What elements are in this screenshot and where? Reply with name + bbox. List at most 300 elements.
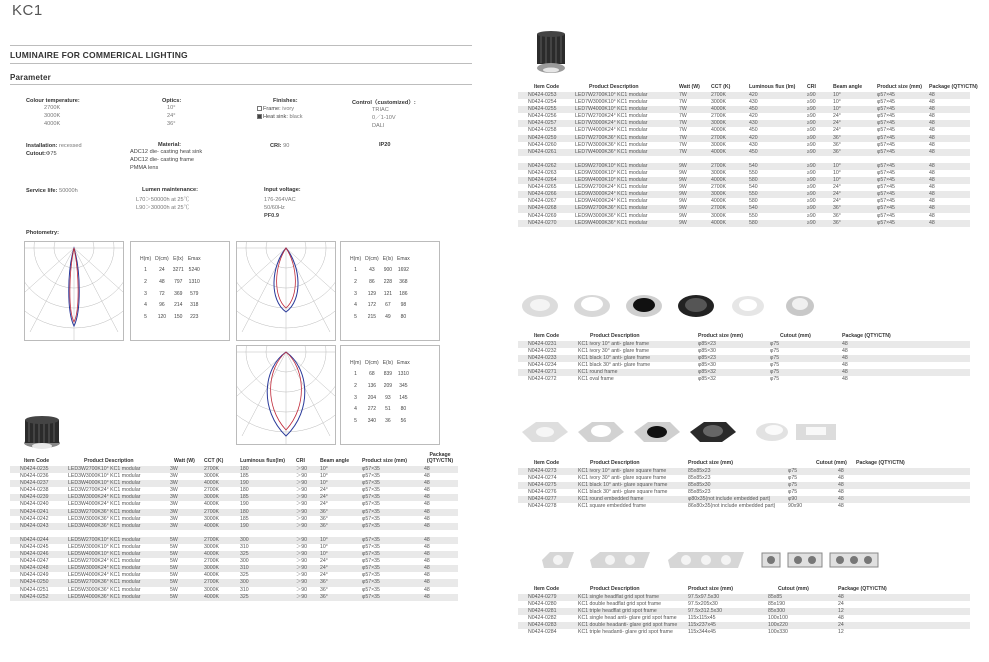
table-cell: 100x220 bbox=[766, 622, 836, 629]
table-cell: 36° bbox=[318, 509, 360, 516]
table-row bbox=[10, 480, 458, 487]
installation-value: recessed bbox=[58, 143, 82, 149]
table-cell: 450 bbox=[749, 127, 758, 134]
table-cell: N0424-0253 bbox=[518, 92, 573, 99]
ivory-deep-square-frame-icon bbox=[578, 422, 624, 442]
table-cell: 48 bbox=[838, 503, 844, 510]
table-cell: N0424-0257 bbox=[518, 120, 573, 127]
photometry-table-box bbox=[340, 345, 440, 445]
table-cell: φ57×45 bbox=[877, 141, 895, 148]
table-cell: φ57×35 bbox=[360, 551, 422, 558]
table-cell: 2700K bbox=[711, 113, 727, 120]
table-row bbox=[518, 198, 970, 205]
table-cell: 48 bbox=[422, 494, 458, 501]
table-cell: KC1 round embedded frame bbox=[576, 496, 686, 503]
cutout-label: Cutout: bbox=[26, 151, 46, 158]
table-cell: LED5W2700K36° KC1 modular bbox=[66, 579, 168, 586]
table-cell: LED7W4000K36° KC1 modular bbox=[573, 149, 677, 156]
table-cell: 9W bbox=[679, 198, 687, 205]
finishes-label: Finishes: bbox=[273, 98, 298, 104]
table-cell: 190 bbox=[238, 523, 294, 530]
table-cell: 48 bbox=[929, 113, 935, 120]
table-cell: KC1 triple headanti- glare grid spot frame bbox=[578, 629, 673, 636]
table-cell: 48 bbox=[929, 141, 935, 148]
table-cell: 4000K bbox=[202, 523, 238, 530]
table-cell: 5W bbox=[168, 565, 202, 572]
round-frame-icon bbox=[732, 296, 764, 316]
table-cell: 310 bbox=[240, 543, 249, 550]
table-cell: KC1 square embedded frame bbox=[578, 503, 647, 510]
table-cell: ＞90 bbox=[294, 480, 318, 487]
table-cell: φ57×45 bbox=[877, 198, 895, 205]
table-row bbox=[518, 205, 970, 212]
table-cell: φ75 bbox=[768, 369, 840, 376]
table-row bbox=[518, 213, 970, 220]
table-cell: 7W bbox=[679, 99, 687, 106]
table-cell: ≥90 bbox=[807, 184, 816, 191]
table-cell: ≥90 bbox=[805, 220, 831, 227]
table-cell: 10° bbox=[320, 543, 328, 550]
table-cell: 48 bbox=[838, 475, 844, 482]
table-cell: 580 bbox=[747, 177, 805, 184]
table-cell: 24° bbox=[318, 565, 360, 572]
table-cell: 550 bbox=[749, 212, 758, 219]
table-cell: KC1 black 10° anti- glare square frame bbox=[576, 482, 686, 489]
table-cell: 4000K bbox=[709, 106, 747, 113]
table-cell: 5W bbox=[168, 579, 202, 586]
table-cell: N0424-0250 bbox=[10, 579, 66, 586]
square-frame-images bbox=[520, 418, 840, 446]
table-cell: 2700K bbox=[204, 487, 220, 494]
table-cell: φ85×23 bbox=[696, 341, 768, 348]
table-cell: N0424-0251 bbox=[20, 586, 49, 593]
table-cell: 540 bbox=[747, 163, 805, 170]
material-value: ADC12 die- casting heat sink bbox=[130, 149, 203, 155]
table-cell: KC1 triple headflat grid spot frame bbox=[576, 608, 686, 615]
table-cell: 115x344x45 bbox=[688, 629, 716, 636]
table-cell: 580 bbox=[747, 220, 805, 227]
table-cell: LED3W3000K24° KC1 modular bbox=[66, 494, 168, 501]
table-cell: ≥90 bbox=[805, 92, 831, 99]
table-cell: N0424-0269 bbox=[528, 212, 557, 219]
modular-table bbox=[518, 78, 978, 227]
lumen-label: Lumen maintenance: bbox=[142, 187, 198, 193]
material bbox=[130, 142, 230, 173]
table-cell: ≥90 bbox=[807, 198, 816, 205]
table-row bbox=[518, 106, 970, 113]
table-cell: N0424-0267 bbox=[528, 198, 557, 205]
black-deep-frame-icon bbox=[678, 295, 714, 317]
table-row bbox=[518, 92, 970, 99]
table-cell: φ75 bbox=[770, 376, 780, 383]
optics-value: 36° bbox=[167, 121, 176, 128]
table-cell: N0424-0231 bbox=[518, 341, 576, 348]
frame-table bbox=[518, 327, 970, 384]
table-cell: 48 bbox=[422, 509, 458, 516]
table-cell: 48 bbox=[838, 489, 844, 496]
table-cell: 4000K bbox=[202, 594, 238, 601]
table-cell: 310 bbox=[238, 565, 294, 572]
table-cell: N0424-0232 bbox=[528, 348, 557, 355]
table-cell: φ57×45 bbox=[877, 184, 895, 191]
table-cell: LED9W2700K24° KC1 modular bbox=[575, 184, 648, 191]
table-row bbox=[518, 142, 970, 149]
table-cell: φ57×35 bbox=[360, 466, 422, 473]
table-row bbox=[518, 503, 970, 510]
table-cell: LED7W3000K24° KC1 modular bbox=[573, 120, 677, 127]
single-antiglare-grid-frame-icon bbox=[762, 553, 780, 567]
table-cell: 48 bbox=[424, 487, 430, 494]
table-cell: 85x300 bbox=[766, 608, 836, 615]
table-cell: 3000K bbox=[204, 543, 220, 550]
table-cell: 7W bbox=[677, 92, 709, 99]
table-cell: 48 bbox=[842, 362, 848, 369]
table-cell: ＞90 bbox=[294, 509, 318, 516]
table-cell: 48 bbox=[422, 466, 458, 473]
table-cell: φ80x35(not include embedded part) bbox=[686, 496, 786, 503]
table-cell: ≥90 bbox=[805, 163, 831, 170]
installation-label: Installation: bbox=[26, 143, 58, 149]
table-cell: N0424-0280 bbox=[528, 601, 557, 608]
table-cell: 24° bbox=[320, 558, 328, 565]
table-cell: LED3W2700K24° KC1 modular bbox=[68, 487, 141, 494]
table-cell: 36° bbox=[831, 205, 875, 212]
table-row bbox=[10, 494, 458, 501]
table-cell: 48 bbox=[927, 135, 970, 142]
table-cell: LED5W2700K10° KC1 modular bbox=[66, 537, 168, 544]
table-cell: 100x100 bbox=[768, 615, 788, 622]
table-row bbox=[10, 473, 458, 480]
table-row bbox=[518, 362, 970, 369]
table-cell: 7W bbox=[677, 149, 709, 156]
photometry-table-box bbox=[340, 241, 440, 341]
table-cell: 9W bbox=[679, 169, 687, 176]
table-cell: 97.5x97.5x30 bbox=[686, 594, 766, 601]
control-value: TRIAC bbox=[372, 107, 389, 113]
optics bbox=[162, 98, 222, 129]
table-cell: N0424-0259 bbox=[518, 135, 573, 142]
table-cell: 85x85x23 bbox=[688, 489, 711, 496]
table-cell: N0424-0264 bbox=[518, 177, 573, 184]
table-row bbox=[518, 489, 970, 496]
table-cell: 7W bbox=[679, 113, 687, 120]
table-cell: LED3W4000K36° KC1 modular bbox=[66, 523, 168, 530]
table-cell: KC1 double headanti- glare grid spot frame bbox=[576, 622, 686, 629]
table-cell: 10° bbox=[318, 537, 360, 544]
table-cell: 5W bbox=[170, 586, 178, 593]
table-cell: 4000K bbox=[202, 551, 238, 558]
table-cell: 3000K bbox=[711, 141, 727, 148]
square-frame-table bbox=[518, 454, 970, 511]
table-cell: N0424-0233 bbox=[518, 355, 576, 362]
table-row bbox=[10, 487, 458, 494]
table-cell: 4000K bbox=[709, 149, 747, 156]
table-cell: 48 bbox=[842, 348, 848, 355]
table-cell: 48 bbox=[422, 537, 458, 544]
service-life-value: 50000h bbox=[59, 188, 78, 194]
table-cell: 36° bbox=[318, 594, 360, 601]
table-cell: φ57×45 bbox=[875, 106, 927, 113]
table-cell: 48 bbox=[422, 594, 458, 601]
ivory-frame-icon bbox=[522, 295, 558, 317]
table-cell: LED5W4000K10° KC1 modular bbox=[66, 551, 168, 558]
table-row bbox=[518, 629, 970, 636]
table-cell: 550 bbox=[749, 169, 758, 176]
table-cell: KC1 ivory 30° anti- glare square frame bbox=[578, 475, 667, 482]
table-cell: φ75 bbox=[786, 482, 836, 489]
round-embedded-frame-icon bbox=[756, 423, 788, 441]
input-voltage bbox=[264, 187, 344, 221]
table-cell: LED5W4000K24° KC1 modular bbox=[68, 572, 141, 579]
table-row bbox=[10, 579, 458, 586]
table-cell: 48 bbox=[927, 205, 970, 212]
table-cell: 48 bbox=[422, 565, 458, 572]
table-cell: KC1 single headflat grid spot frame bbox=[576, 594, 686, 601]
double-antiglare-grid-frame-icon bbox=[788, 553, 822, 567]
table-cell: LED9W3000K10° KC1 modular bbox=[575, 169, 648, 176]
table-cell: ＞90 bbox=[294, 551, 318, 558]
table-cell: φ85×23 bbox=[696, 355, 768, 362]
table-cell: 2700K bbox=[709, 163, 747, 170]
table-cell: N0424-0275 bbox=[518, 482, 576, 489]
table-cell: 3000K bbox=[202, 565, 238, 572]
table-cell: 2700K bbox=[709, 135, 747, 142]
table-cell: N0424-0237 bbox=[10, 480, 66, 487]
table-cell: N0424-0279 bbox=[518, 594, 576, 601]
table-cell: 185 bbox=[240, 515, 249, 522]
table-cell: N0424-0242 bbox=[20, 515, 49, 522]
photometry-table: H(m) D(cm) E(lx) Emax 1 24 3271 5240 2 48 797 1310 3 72 369 579 4 96 214 318 5 120 150 223 bbox=[140, 255, 201, 320]
table-cell: 5W bbox=[168, 537, 202, 544]
table-cell: φ57×35 bbox=[362, 586, 380, 593]
table-row bbox=[10, 594, 458, 601]
table-cell: N0424-0282 bbox=[528, 615, 557, 622]
table-cell: φ57×45 bbox=[875, 205, 927, 212]
table-cell: 85x85x30 bbox=[686, 482, 786, 489]
table-cell: 4000K bbox=[204, 501, 220, 508]
frame-finish-label: Frame: bbox=[263, 106, 281, 112]
table-cell: 325 bbox=[238, 594, 294, 601]
grid-frame-images bbox=[540, 548, 880, 572]
table-cell: 580 bbox=[749, 198, 758, 205]
left-table-body bbox=[10, 466, 458, 601]
table-cell: φ75 bbox=[788, 489, 798, 496]
table-row bbox=[518, 113, 970, 120]
table-row bbox=[518, 482, 970, 489]
table-row bbox=[518, 468, 970, 475]
table-cell: 48 bbox=[842, 376, 848, 383]
table-cell: 325 bbox=[238, 551, 294, 558]
table-row bbox=[518, 163, 970, 170]
table-cell: 12 bbox=[836, 608, 970, 615]
table-cell: ＞90 bbox=[296, 558, 307, 565]
table-cell: 430 bbox=[749, 99, 758, 106]
table-cell: ＞90 bbox=[296, 572, 307, 579]
table-cell: 48 bbox=[840, 341, 970, 348]
kc1-modular-image bbox=[532, 30, 570, 75]
table-cell: N0424-0238 bbox=[20, 487, 49, 494]
colour-temperature bbox=[26, 98, 106, 129]
table-cell: 85x190 bbox=[768, 601, 786, 608]
table-cell: 3000K bbox=[204, 586, 220, 593]
table-cell: LED9W4000K36° KC1 modular bbox=[573, 220, 677, 227]
group-spacer bbox=[518, 156, 970, 163]
table-cell: N0424-0283 bbox=[518, 622, 576, 629]
control-value: 0／1-10V bbox=[372, 115, 396, 122]
table-cell: N0424-0265 bbox=[528, 184, 557, 191]
table-row bbox=[10, 501, 458, 508]
section-title: LUMINAIRE FOR COMMERICAL LIGHTING bbox=[10, 50, 188, 60]
triple-antiglare-grid-frame-icon bbox=[830, 553, 878, 567]
table-cell: 48 bbox=[836, 496, 970, 503]
table-cell: 48 bbox=[838, 615, 844, 622]
table-cell: 2700K bbox=[202, 509, 238, 516]
table-cell: 9W bbox=[679, 184, 687, 191]
table-cell: 4000K bbox=[202, 480, 238, 487]
ip-rating: IP20 bbox=[379, 142, 391, 148]
table-cell: LED3W3000K36° KC1 modular bbox=[68, 515, 141, 522]
table-cell: φ57×35 bbox=[362, 558, 380, 565]
table-cell: N0424-0254 bbox=[528, 99, 557, 106]
material-value: ADC12 die- casting frame bbox=[130, 157, 195, 164]
colour-temperature-value: 4000K bbox=[44, 121, 61, 128]
table-cell: ≥90 bbox=[807, 212, 816, 219]
black-square-frame-icon bbox=[634, 422, 680, 442]
table-cell: 97.5x205x30 bbox=[688, 601, 718, 608]
table-row bbox=[10, 587, 458, 594]
heatsink-finish-value: black bbox=[289, 114, 303, 121]
table-cell: φ57×45 bbox=[875, 163, 927, 170]
photometry-table: H(m) D(cm) E(lx) Emax 1 43 900 1692 2 86 228 368 3 129 121 186 4 172 67 98 5 215 49 80 bbox=[350, 255, 410, 320]
table-cell: 48 bbox=[929, 127, 935, 134]
black-frame-icon bbox=[626, 295, 662, 317]
table-cell: 48 bbox=[840, 369, 970, 376]
table-row bbox=[518, 170, 970, 177]
material-value: PMMA lens bbox=[130, 165, 159, 172]
table-cell: LED9W4000K24° KC1 modular bbox=[575, 198, 648, 205]
table-cell: LED5W3000K24° KC1 modular bbox=[66, 565, 168, 572]
table-cell: N0424-0245 bbox=[20, 543, 49, 550]
table-cell: 48 bbox=[424, 543, 430, 550]
table-cell: LED7W2700K36° KC1 modular bbox=[573, 135, 677, 142]
table-cell: 2700K bbox=[204, 558, 220, 565]
table-row bbox=[10, 466, 458, 473]
table-cell: 9W bbox=[677, 205, 709, 212]
black-deep-square-frame-icon bbox=[690, 422, 736, 442]
table-cell: 4000K bbox=[711, 198, 727, 205]
colour-temperature-value: 2700K bbox=[44, 105, 61, 111]
table-cell: φ85×32 bbox=[696, 369, 768, 376]
table-cell: LED9W4000K10° KC1 modular bbox=[573, 177, 677, 184]
table-cell: 48 bbox=[929, 198, 935, 205]
table-cell: 2700K bbox=[709, 92, 747, 99]
table-cell: 9W bbox=[679, 212, 687, 219]
material-label: Material: bbox=[158, 142, 182, 148]
table-cell: 10° bbox=[318, 480, 360, 487]
table-cell: LED9W2700K10° KC1 modular bbox=[573, 163, 677, 170]
table-cell: ≥90 bbox=[805, 191, 831, 198]
table-cell: N0424-0256 bbox=[528, 113, 557, 120]
parameter-title: Parameter bbox=[10, 73, 51, 82]
table-cell: LED3W2700K36° KC1 modular bbox=[66, 509, 168, 516]
table-cell: 48 bbox=[424, 586, 430, 593]
oval-frame-icon bbox=[786, 296, 814, 316]
table-cell: 3W bbox=[170, 501, 178, 508]
table-cell: 10° bbox=[831, 177, 875, 184]
table-cell: 48 bbox=[424, 572, 430, 579]
table-cell: 4000K bbox=[711, 127, 727, 134]
table-cell: φ57×35 bbox=[360, 537, 422, 544]
table-cell: 36° bbox=[831, 220, 875, 227]
table-cell: 3W bbox=[168, 480, 202, 487]
table-row bbox=[10, 544, 458, 551]
table-cell: φ57×35 bbox=[362, 501, 380, 508]
triple-grid-frame-icon bbox=[668, 552, 744, 568]
table-cell: 85x85 bbox=[766, 594, 836, 601]
table-cell: φ57×45 bbox=[875, 92, 927, 99]
group-spacer bbox=[10, 530, 458, 537]
table-cell: 24° bbox=[833, 127, 841, 134]
table-cell: KC1 round frame bbox=[576, 369, 696, 376]
table-cell: 86x80x35(not include embedded part) bbox=[688, 503, 776, 510]
table-cell: ＞90 bbox=[296, 501, 307, 508]
table-cell: 3000K bbox=[711, 212, 727, 219]
table-cell: 540 bbox=[749, 184, 758, 191]
table-cell: φ57×45 bbox=[875, 135, 927, 142]
table-cell: LED7W2700K24° KC1 modular bbox=[575, 113, 648, 120]
grid-frame-table bbox=[518, 580, 970, 637]
table-cell: ≥90 bbox=[805, 135, 831, 142]
table-cell: 2700K bbox=[709, 205, 747, 212]
table-cell: φ57×45 bbox=[875, 149, 927, 156]
table-cell: N0424-0281 bbox=[518, 608, 576, 615]
table-cell: 3W bbox=[168, 494, 202, 501]
table-cell: φ57×35 bbox=[360, 579, 422, 586]
table-row bbox=[10, 537, 458, 544]
table-cell: φ75 bbox=[768, 355, 840, 362]
table-cell: N0424-0262 bbox=[518, 163, 573, 170]
table-cell: 10° bbox=[831, 163, 875, 170]
table-cell: 190 bbox=[240, 501, 249, 508]
grid-frame-table-body bbox=[518, 594, 970, 637]
table-cell: 9W bbox=[677, 191, 709, 198]
table-cell: 2700K bbox=[711, 184, 727, 191]
photometry-table-box bbox=[130, 241, 230, 341]
table-cell: KC1 black 30° anti- glare frame bbox=[578, 362, 651, 369]
table-cell: φ75 bbox=[786, 468, 836, 475]
table-cell: φ57×35 bbox=[360, 480, 422, 487]
ivory-deep-frame-icon bbox=[574, 295, 610, 317]
table-cell: 450 bbox=[747, 106, 805, 113]
table-row bbox=[518, 99, 970, 106]
table-header: Item Code Product Description Watt (W) CCT (K) Luminous flux(lm) CRI Beam angle Product size (mm) Package (QTY/CTN) bbox=[24, 452, 454, 464]
table-cell: LED5W4000K36° KC1 modular bbox=[66, 594, 168, 601]
table-cell: φ85×30 bbox=[698, 362, 716, 369]
table-cell: 2700K bbox=[202, 537, 238, 544]
table-cell: 24° bbox=[320, 487, 328, 494]
table-cell: N0424-0243 bbox=[10, 523, 66, 530]
table-cell: N0424-0241 bbox=[10, 509, 66, 516]
table-cell: ≥90 bbox=[807, 113, 816, 120]
table-cell: N0424-0268 bbox=[518, 205, 573, 212]
table-cell: LED7W3000K36° KC1 modular bbox=[575, 141, 648, 148]
table-cell: 7W bbox=[677, 120, 709, 127]
table-cell: 10° bbox=[831, 106, 875, 113]
table-cell: ＞90 bbox=[294, 523, 318, 530]
table-row bbox=[518, 615, 970, 622]
table-cell: 4000K bbox=[204, 572, 220, 579]
table-row bbox=[518, 191, 970, 198]
